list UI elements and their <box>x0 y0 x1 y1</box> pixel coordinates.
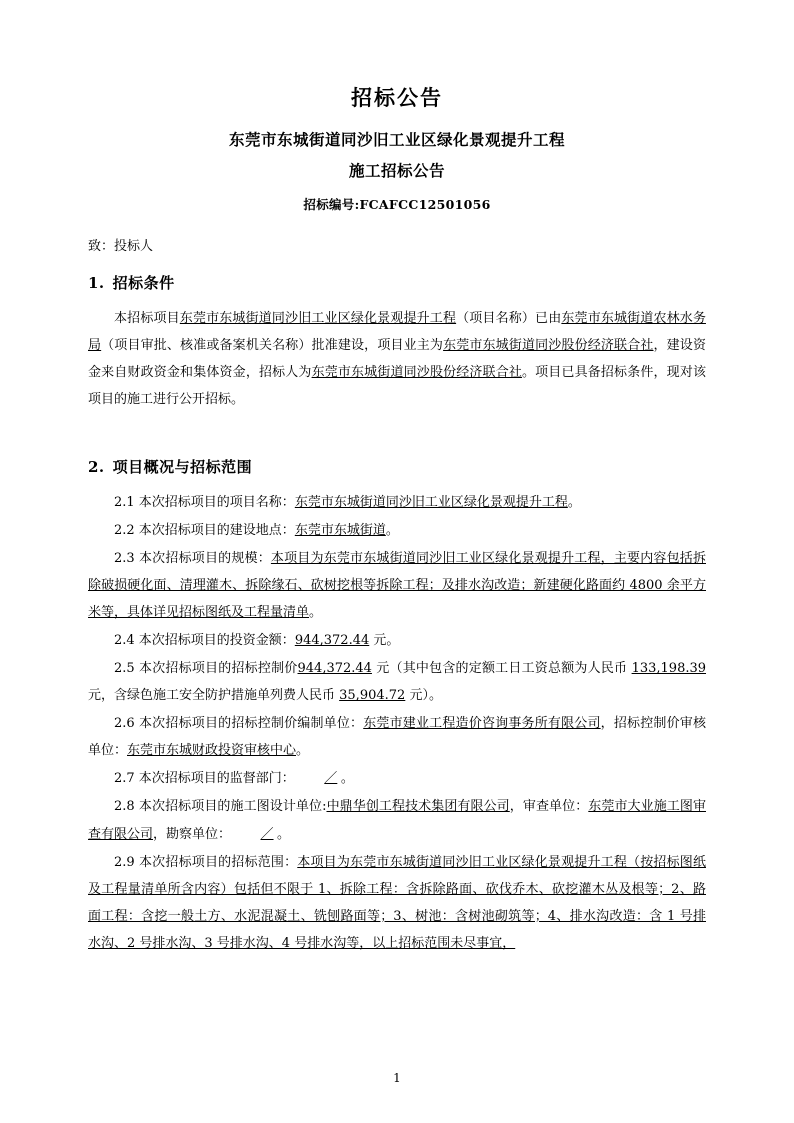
text-run: 2.7 本次招标项目的监督部门： <box>114 771 295 787</box>
announcement-subtitle: 施工招标公告 <box>348 161 445 180</box>
underlined-text: 944,372.44 <box>294 633 370 649</box>
underlined-text: 东莞市东城财政投资审核中心 <box>127 743 297 759</box>
underlined-text: 本项目为东莞市东城街道同沙旧工业区绿化景观提升工程，主要内容包括拆除破损硬化面、清理灌木、拆除缘石、砍树挖根等拆除工程；及排水沟改造；新建硬化路面约 4800 余平方米等，具体详见招标图纸及工程量清单 <box>88 551 706 621</box>
section-number: 1. <box>88 274 105 292</box>
underlined-text: 东莞市大业施工图审查有限公司 <box>88 799 706 842</box>
text-run: 2.8 本次招标项目的施工图设计单位: <box>114 799 327 815</box>
text-run: 元。 <box>369 633 400 649</box>
paragraph <box>88 849 706 957</box>
text-run: 2.3 本次招标项目的规模： <box>114 551 271 567</box>
text-run: 。 <box>277 826 291 842</box>
underlined-text: 133,198.39 <box>631 661 707 677</box>
text-run: ，建设资金来自财政资金和集体资金，招标人为 <box>88 338 706 381</box>
text-run: 2.2 本次招标项目的建设地点： <box>114 523 295 539</box>
paragraph <box>88 765 706 792</box>
text-run: 。 <box>567 495 581 511</box>
text-run: 。项目已具备招标条件，现对该项目的施工进行公开招标。 <box>88 365 706 408</box>
underlined-text: 中鼎华创工程技术集团有限公司 <box>326 799 510 815</box>
text-run: ，勘察单位： <box>153 826 232 842</box>
text-run: （项目审批、核准或备案机关名称）批准建设，项目业主为 <box>101 338 444 354</box>
underlined-text: 944,372.44 <box>297 661 372 677</box>
underlined-text: 东莞市东城街道农林水务局 <box>88 311 706 354</box>
document-sections <box>88 272 706 957</box>
paragraph <box>88 305 706 413</box>
underlined-text: 东莞市东城街道同沙股份经济联合社 <box>443 338 654 354</box>
underlined-text: 35,904.72 <box>339 688 406 704</box>
bid-code: 招标编号:FCAFCC12501056 <box>303 197 491 212</box>
text-run: 。 <box>385 523 399 539</box>
underlined-text: 东莞市东城街道同沙股份经济联合社 <box>311 365 522 381</box>
text-run: 。 <box>296 743 310 759</box>
section-heading <box>88 272 706 293</box>
text-run: 2.6 本次招标项目的招标控制价编制单位： <box>114 716 364 732</box>
blank-field: ／ <box>260 826 274 842</box>
project-subtitle: 东莞市东城街道同沙旧工业区绿化景观提升工程 <box>228 130 565 149</box>
text-run: 2.4 本次招标项目的投资金额： <box>114 633 295 649</box>
page-title: 招标公告 <box>351 85 443 110</box>
underlined-text: 东莞市东城街道同沙旧工业区绿化景观提升工程 <box>294 495 568 511</box>
section-title: 项目概况与招标范围 <box>112 458 253 477</box>
text-run: （项目名称）已由 <box>456 311 562 326</box>
paragraph <box>88 793 706 847</box>
text-run: ，审查单位： <box>509 799 589 815</box>
text-run: 元（其中包含的定额工日工资总额为人民币 <box>371 661 632 677</box>
addressee-line: 致：投标人 <box>88 239 154 254</box>
underlined-text: 本项目为东莞市东城街道同沙旧工业区绿化景观提升工程（按招标图纸及工程量清单所含内容）包括但不限于 1、拆除工程：含拆除路面、砍伐乔木、砍挖灌木丛及根等；2、路面工程：含挖一般土方、水泥混凝土、铣刨路面等；3、树池：含树池砌筑等；4、排水沟改造：含 1 号排水沟、2 号排水沟、3 号排水沟、4 号排水沟等，以上招标范围未尽事宜， <box>88 854 706 951</box>
text-run: 。 <box>340 771 354 787</box>
blank-field: ／ <box>324 771 338 787</box>
text-run: 2.9 本次招标项目的招标范围： <box>114 854 298 870</box>
text-run: 本招标项目 <box>114 311 180 326</box>
section-heading <box>88 456 706 477</box>
underlined-text: 东莞市东城街道 <box>294 523 386 539</box>
underlined-text: 东莞市建业工程造价咨询事务所有限公司 <box>363 716 601 732</box>
paragraph <box>88 545 706 626</box>
paragraph <box>88 517 706 544</box>
text-run: 2.5 本次招标项目的招标控制价 <box>114 661 298 677</box>
page-number: 1 <box>393 1071 401 1085</box>
section-title: 招标条件 <box>112 274 175 292</box>
paragraph <box>88 489 706 516</box>
paragraph <box>88 710 706 764</box>
section-number: 2. <box>88 458 105 477</box>
underlined-text: 东莞市东城街道同沙旧工业区绿化景观提升工程 <box>179 311 457 326</box>
paragraph <box>88 655 706 709</box>
text-run: 。 <box>309 605 323 621</box>
text-run: 元，含绿色施工安全防护措施单列费人民币 <box>88 688 340 704</box>
section-spacer <box>88 414 706 440</box>
text-run: 2.1 本次招标项目的项目名称： <box>114 495 295 511</box>
text-run: ，招标控制价审核单位： <box>88 716 706 759</box>
text-run: 元）。 <box>405 688 442 704</box>
paragraph <box>88 627 706 654</box>
